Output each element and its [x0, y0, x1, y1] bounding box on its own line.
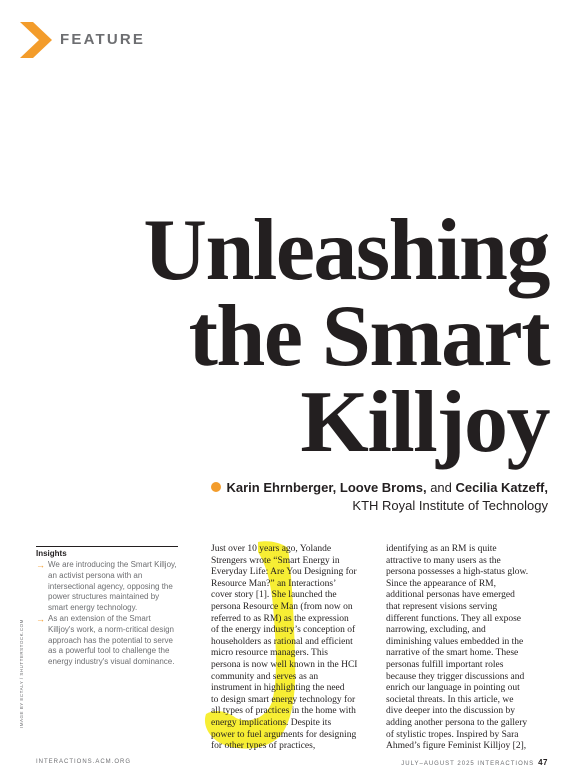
- page-number: 47: [538, 758, 548, 767]
- author-affiliation: KTH Royal Institute of Technology: [352, 498, 548, 513]
- author-names-part1: Karin Ehrnberger, Loove Broms,: [226, 480, 427, 495]
- author-block: [211, 479, 548, 515]
- insights-heading: Insights: [36, 549, 67, 558]
- insights-box: [36, 546, 178, 668]
- author-names-part2: Cecilia Katzeff,: [455, 480, 548, 495]
- arrow-right-icon: →: [36, 613, 45, 624]
- footer-issue-text: JULY–AUGUST 2025 INTERACTIONS: [401, 761, 535, 767]
- image-credit: IMAGE BY ECTALY / SHUTTERSTOCK.COM: [19, 619, 24, 728]
- author-names: [211, 479, 548, 497]
- section-label: FEATURE: [60, 31, 146, 48]
- body-text: Just over 10 years ago, Yolande Strengers wrote “Smart Energy in Everyday Life: Are You Designing for Resource Man?” an Interactions’ cover story [1]. She launched the persona Resource Man (from now on referred to as RM) as the expression of the energy industry’s conception of householders as rational and efficient micro resource managers. This persona is now well known in the HCI community and serves as an instrument in highlighting the need to design smart energy technology for all types of practices in the home with energy implications. Despite its power to fuel arguments for designing for other types of practices,: [211, 544, 358, 752]
- insights-item: [36, 560, 178, 614]
- body-column-2: [386, 544, 551, 753]
- body-text: identifying as an RM is quite attractive to many users as the persona possesses a high-status glow. Since the appearance of RM, additional personas have emerged that represent visions serving different functions. They all expose narrowing, excluding, and diminishing values embedded in the narrative of the smart home. These personas fulfill important roles because they trigger discussions and enrich our language in pointing out societal threats. In this article, we dive deeper into the discussion by adding another persona to the gallery of stylistic tropes. Inspired by Sara Ahmed’s figure Feminist Killjoy [2],: [386, 544, 529, 752]
- chevron-arrow-icon: [20, 22, 52, 58]
- arrow-right-icon: →: [36, 560, 45, 570]
- orcid-icon[interactable]: [211, 482, 221, 492]
- insights-list: [36, 560, 178, 668]
- title-line-3: Killjoy: [300, 374, 549, 471]
- title-line-1: Unleashing: [143, 202, 549, 299]
- insights-item-text: We are introducing the Smart Killjoy, an activist persona with an intersectional agency, opposing the power structures maintained by smart energy technology.: [48, 560, 177, 613]
- footer-issue: [401, 758, 548, 767]
- title-line-2: the Smart: [188, 288, 549, 385]
- author-and: and: [426, 480, 456, 495]
- insights-item: [36, 614, 178, 668]
- insights-item-text: As an extension of the Smart Killjoy's work, a norm-critical design approach has the potential to serve as a powerful tool to challenge the energy industry's visual dominance.: [48, 613, 175, 667]
- article-title: [143, 202, 549, 471]
- body-column-1: [211, 544, 376, 753]
- footer-website[interactable]: INTERACTIONS.ACM.ORG: [36, 759, 132, 765]
